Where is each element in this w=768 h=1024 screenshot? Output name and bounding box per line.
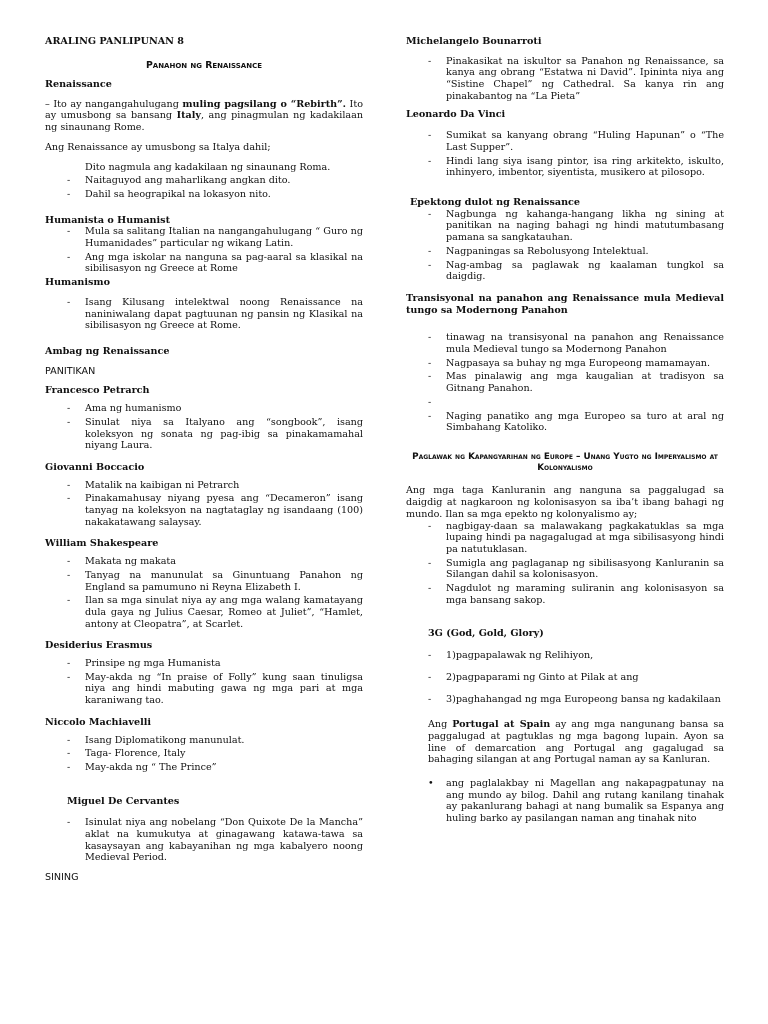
- transisyonal-list: [406, 332, 724, 434]
- course-title: ARALING PANLIPUNAN 8: [45, 36, 184, 47]
- sining-label: SINING: [45, 872, 79, 884]
- list-item: - Naging panatiko ang mga Europeo sa turo at aral ng Simbahang Katoliko.: [428, 410, 724, 434]
- list-item: - Nagpasaya sa buhay ng mga Europeong mamamayan.: [428, 357, 711, 369]
- list-item: - May-akda ng “ The Prince”: [67, 761, 217, 773]
- humanista-list: [45, 226, 363, 275]
- list-item: - Pinakamahusay niyang pyesa ang “Decameron” isang tanyag na koleksyon na nagtataglay ng isandaang (100) nakakatawang salaysay.: [67, 493, 363, 528]
- person-name: Niccolo Machiavelli: [45, 716, 152, 728]
- list-item: -: [428, 396, 432, 408]
- list-item: - 1)pagpapalawak ng Relihiyon,: [428, 650, 594, 662]
- threeg-list: [406, 650, 724, 705]
- right-column: [406, 36, 724, 827]
- list-item: - Matalik na kaibigan ni Petrarch: [67, 479, 240, 491]
- list-item: - 2)pagpaparami ng Ginto at Pilak at ang: [428, 671, 639, 683]
- paglawak-title: Paglawak ng Kapangyarihan ng Europe – Unang Yugto ng Imperyalismo at Kolonyalismo: [412, 451, 718, 473]
- ambag-title: Ambag ng Renaissance: [45, 345, 170, 357]
- artist-list: [406, 130, 724, 179]
- list-item: - Tanyag na manunulat sa Ginuntuang Panahon ng England sa pamumuno ni Reyna Elizabeth I.: [67, 569, 363, 593]
- humanista-title: Humanista o Humanist: [45, 214, 171, 226]
- person-name: Francesco Petrarch: [45, 385, 150, 397]
- epekto-list: [406, 209, 724, 283]
- renaissance-definition: – Ito ay nangangahulugang muling pagsilang o “Rebirth”. Ito ay umusbong sa bansang Italy, ang pinagmulan ng kadakilaan ng sinaunang Rome.: [45, 98, 363, 134]
- person-name: William Shakespeare: [45, 538, 159, 550]
- list-item: - nagbigay-daan sa malawakang pagkakatuklas sa mga lupaing hindi pa nagagalugad at mga sibilisasyong hindi pa natutuklasan.: [428, 520, 724, 555]
- list-item: - May-akda ng “In praise of Folly” kung saan tinuligsa niya ang hindi mabuting gawa ng mga pari at mga karaniwang tao.: [67, 671, 363, 707]
- paglawak-intro: Ang mga taga Kanluranin ang nanguna sa paggalugad sa daigdig at nagkaroon ng kolonisasyon sa iba’t ibang bahagi ng mundo. Ilan sa mga epekto ng kolonyalismo ay;: [406, 485, 724, 520]
- list-item: - Sumikat sa kanyang obrang “Huling Hapunan” o “The Last Supper”.: [428, 130, 724, 153]
- list-item: - Dahil sa heograpikal na lokasyon nito.: [67, 188, 271, 200]
- list-item: - Ama ng humanismo: [67, 403, 182, 415]
- list-item: - Mula sa salitang Italian na nangangahulugang “ Guro ng Humanidades” particular ng wikang Latin.: [67, 226, 363, 250]
- list-item: - Naitaguyod ang maharlikang angkan dito.: [67, 175, 291, 187]
- list-item: - Isang Diplomatikong manunulat.: [67, 734, 245, 746]
- humanismo-list: [45, 297, 363, 332]
- transisyonal-title: Transisyonal na panahon ang Renaissance mula Medieval tungo sa Modernong Panahon: [406, 292, 724, 316]
- person-list: [45, 735, 363, 774]
- person-list: [45, 403, 363, 452]
- list-item: - Makata ng makata: [67, 556, 176, 568]
- artist-list: [406, 56, 724, 103]
- list-item: - Pinakasikat na iskultor sa Panahon ng Renaissance, sa kanya ang obrang “Estatwa ni David”. Ipininta niya ang “Sistine Chapel” ng Cathedral. Sa kanya rin ang pinakabantog na “La Pieta”: [428, 55, 724, 102]
- artist-name: Leonardo Da Vinci: [406, 108, 506, 120]
- person-list: [45, 480, 363, 529]
- left-column: [45, 36, 363, 884]
- list-item: Dito nagmula ang kadakilaan ng sinaunang Roma.: [85, 161, 331, 173]
- paglawak-list: [406, 521, 724, 607]
- person-list: [45, 658, 363, 707]
- list-item: - Prinsipe ng mga Humanista: [67, 658, 221, 670]
- magellan-list: [406, 778, 724, 825]
- epekto-title: Epektong dulot ng Renaissance: [410, 197, 580, 209]
- list-item: - Hindi lang siya isang pintor, isa ring arkitekto, iskulto, inhinyero, imbentor, siyentista, musikero at pilosopo.: [428, 155, 724, 179]
- person-name: Desiderius Erasmus: [45, 640, 153, 652]
- list-item: - Mas pinalawig ang mga kaugalian at tradisyon sa Gitnang Panahon.: [428, 371, 724, 395]
- person-list: [45, 556, 363, 630]
- list-item: - 3)paghahangad ng mga Europeong bansa ng kadakilaan: [428, 693, 721, 705]
- list-item: - Nagbunga ng kahanga-hangang likha ng sining at panitikan na naging bahagi ng hindi matutumbasang pamana sa sangkatauhan.: [428, 208, 724, 244]
- person-name: Giovanni Boccacio: [45, 461, 145, 473]
- list-item: - Nag-ambag sa paglawak ng kaalaman tungkol sa daigdig.: [428, 259, 724, 283]
- humanismo-title: Humanismo: [45, 277, 110, 289]
- reason-list: [45, 162, 363, 201]
- list-item: - Taga- Florence, Italy: [67, 748, 186, 760]
- list-item: - Isinulat niya ang nobelang “Don Quixote De la Mancha” aklat na kumukutya at ginagawang katawa-tawa sa kasaysayan ang kabayanihan ng mga kabalyero noong Medieval Period.: [67, 817, 363, 864]
- list-item: - Sumigla ang paglaganap ng sibilisasyong Kanluranin sa Silangan dahil sa kolonisasyon.: [428, 557, 724, 581]
- person-list: [45, 817, 363, 864]
- person-name: Miguel De Cervantes: [67, 795, 180, 807]
- list-item: - Ilan sa mga sinulat niya ay ang mga walang kamatayang dula gaya ng Julius Caesar, Romeo at Juliet”, “Hamlet, antony at Cleopatra”, at Scarlet.: [67, 595, 363, 630]
- artist-name: Michelangelo Bounarroti: [406, 36, 542, 47]
- list-item: • ang paglalakbay ni Magellan ang nakapagpatunay na ang mundo ay bilog. Dahil ang rutang kanilang tinahak ay pakanlurang bahagi at nang bumalik sa Espanya ang huling barko ay pasilangan naman ang tinahak nito: [428, 778, 724, 825]
- list-item: - Nagpaningas sa Rebolusyong Intelektual.: [428, 245, 649, 257]
- list-item: - tinawag na transisyonal na panahon ang Renaissance mula Medieval tungo sa Modernong Panahon: [428, 332, 724, 356]
- renaissance-reason-intro: Ang Renaissance ay umusbong sa Italya dahil;: [45, 141, 271, 153]
- list-item: - Sinulat niya sa Italyano ang “songbook”, isang koleksyon ng sonata ng pag-ibig sa pinakamamahal niyang Laura.: [67, 416, 363, 452]
- page-heading: Panahon ng Renaissance: [145, 59, 263, 71]
- list-item: - Isang Kilusang intelektwal noong Renaissance na naniniwalang dapat pagtuunan ng pansin ng Klasikal na sibilisasyon ng Greece at Rome.: [67, 296, 363, 332]
- renaissance-title: Renaissance: [45, 79, 112, 91]
- threeg-title: 3G (God, Gold, Glory): [428, 628, 544, 640]
- portugal-paragraph: Ang Portugal at Spain ay ang mga nangunang bansa sa paggalugad at pagtuklas ng mga bagong lupain. Ayon sa line of demarcation ang Portugal ang gagalugad sa bahaging silangan at ang Portugal naman ay sa Kanluran.: [428, 719, 724, 766]
- list-item: - Ang mga iskolar na nanguna sa pag-aaral sa klasikal na sibilisasyon ng Greece at Rome: [67, 251, 363, 275]
- list-item: - Nagdulot ng maraming suliranin ang kolonisasyon sa mga bansang sakop.: [428, 583, 724, 606]
- panitikan-label: PANITIKAN: [45, 365, 96, 377]
